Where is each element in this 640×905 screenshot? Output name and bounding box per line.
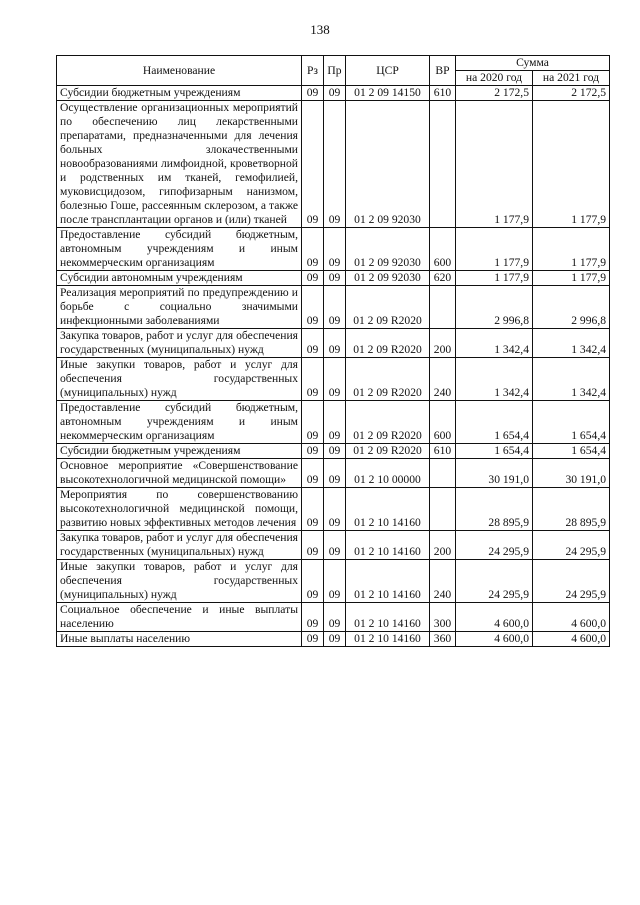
row-rz: 09 <box>302 401 324 444</box>
table-row <box>57 86 610 101</box>
row-pr: 09 <box>324 228 346 271</box>
row-sum-2021: 30 191,0 <box>533 459 610 488</box>
row-pr: 09 <box>324 531 346 560</box>
row-csr: 01 2 10 00000 <box>346 459 430 488</box>
row-sum-2021: 24 295,9 <box>533 560 610 603</box>
row-rz: 09 <box>302 101 324 228</box>
table-row <box>57 459 610 488</box>
row-pr: 09 <box>324 286 346 329</box>
table-row <box>57 488 610 531</box>
row-rz: 09 <box>302 560 324 603</box>
row-vr: 610 <box>430 444 456 459</box>
row-pr: 09 <box>324 401 346 444</box>
row-pr: 09 <box>324 358 346 401</box>
row-pr: 09 <box>324 459 346 488</box>
row-vr: 200 <box>430 531 456 560</box>
row-rz: 09 <box>302 444 324 459</box>
row-rz: 09 <box>302 488 324 531</box>
row-vr: 200 <box>430 329 456 358</box>
row-sum-2021: 1 177,9 <box>533 271 610 286</box>
row-rz: 09 <box>302 228 324 271</box>
row-sum-2021: 1 342,4 <box>533 358 610 401</box>
row-sum-2021: 1 654,4 <box>533 444 610 459</box>
row-vr: 600 <box>430 401 456 444</box>
table-row <box>57 101 610 228</box>
row-csr: 01 2 10 14160 <box>346 488 430 531</box>
row-rz: 09 <box>302 286 324 329</box>
row-vr <box>430 101 456 228</box>
row-csr: 01 2 10 14160 <box>346 603 430 632</box>
row-sum-2020: 4 600,0 <box>456 603 533 632</box>
row-sum-2021: 1 342,4 <box>533 329 610 358</box>
row-name: Закупка товаров, работ и услуг для обеспечения государственных (муниципальных) нужд <box>57 531 302 560</box>
row-csr: 01 2 09 14150 <box>346 86 430 101</box>
row-vr: 610 <box>430 86 456 101</box>
row-sum-2020: 1 654,4 <box>456 444 533 459</box>
row-sum-2020: 28 895,9 <box>456 488 533 531</box>
row-name: Социальное обеспечение и иные выплаты населению <box>57 603 302 632</box>
page-number: 138 <box>310 22 330 37</box>
table-body <box>57 86 610 647</box>
row-sum-2020: 1 342,4 <box>456 329 533 358</box>
row-name: Субсидии автономным учреждениям <box>57 271 302 286</box>
row-csr: 01 2 10 14160 <box>346 531 430 560</box>
row-name: Основное мероприятие «Совершенствование высокотехнологичной медицинской помощи» <box>57 459 302 488</box>
row-name: Закупка товаров, работ и услуг для обеспечения государственных (муниципальных) нужд <box>57 329 302 358</box>
row-sum-2020: 1 177,9 <box>456 228 533 271</box>
row-name: Субсидии бюджетным учреждениям <box>57 86 302 101</box>
row-csr: 01 2 10 14160 <box>346 560 430 603</box>
row-sum-2020: 2 172,5 <box>456 86 533 101</box>
row-name: Иные закупки товаров, работ и услуг для обеспечения государственных (муниципальных) нужд <box>57 358 302 401</box>
row-csr: 01 2 09 R2020 <box>346 286 430 329</box>
table-row <box>57 271 610 286</box>
row-sum-2021: 1 177,9 <box>533 228 610 271</box>
table-row <box>57 632 610 647</box>
row-vr: 240 <box>430 560 456 603</box>
header-rz: Рз <box>302 56 324 86</box>
row-vr: 300 <box>430 603 456 632</box>
row-csr: 01 2 09 R2020 <box>346 444 430 459</box>
table-row <box>57 329 610 358</box>
row-csr: 01 2 09 92030 <box>346 228 430 271</box>
row-pr: 09 <box>324 329 346 358</box>
header-csr: ЦСР <box>346 56 430 86</box>
budget-table <box>56 55 610 647</box>
header-year-2020: на 2020 год <box>456 71 533 86</box>
row-pr: 09 <box>324 271 346 286</box>
row-sum-2020: 24 295,9 <box>456 531 533 560</box>
row-sum-2021: 4 600,0 <box>533 632 610 647</box>
row-pr: 09 <box>324 603 346 632</box>
header-vr: ВР <box>430 56 456 86</box>
header-pr: Пр <box>324 56 346 86</box>
row-pr: 09 <box>324 632 346 647</box>
table-row <box>57 228 610 271</box>
header-name: Наименование <box>57 56 302 86</box>
row-rz: 09 <box>302 86 324 101</box>
row-rz: 09 <box>302 531 324 560</box>
row-sum-2020: 30 191,0 <box>456 459 533 488</box>
row-name: Предоставление субсидий бюджетным, автономным учреждениям и иным некоммерческим организациям <box>57 228 302 271</box>
row-name: Иные выплаты населению <box>57 632 302 647</box>
row-vr <box>430 286 456 329</box>
row-name: Мероприятия по совершенствованию высокотехнологичной медицинской помощи, развитию новых эффективных методов лечения <box>57 488 302 531</box>
row-rz: 09 <box>302 459 324 488</box>
row-sum-2021: 28 895,9 <box>533 488 610 531</box>
row-sum-2020: 1 654,4 <box>456 401 533 444</box>
table-header <box>57 56 610 86</box>
row-sum-2021: 24 295,9 <box>533 531 610 560</box>
row-pr: 09 <box>324 560 346 603</box>
row-sum-2020: 1 177,9 <box>456 271 533 286</box>
row-vr: 240 <box>430 358 456 401</box>
row-vr: 600 <box>430 228 456 271</box>
header-sum: Сумма <box>456 56 610 71</box>
table-row <box>57 444 610 459</box>
row-csr: 01 2 09 R2020 <box>346 329 430 358</box>
row-vr: 620 <box>430 271 456 286</box>
table-row <box>57 560 610 603</box>
row-name: Реализация мероприятий по предупреждению и борьбе с социально значимыми инфекционными заболеваниями <box>57 286 302 329</box>
row-rz: 09 <box>302 271 324 286</box>
row-sum-2020: 1 177,9 <box>456 101 533 228</box>
row-sum-2021: 2 996,8 <box>533 286 610 329</box>
row-sum-2020: 4 600,0 <box>456 632 533 647</box>
row-rz: 09 <box>302 632 324 647</box>
header-year-2021: на 2021 год <box>533 71 610 86</box>
row-rz: 09 <box>302 329 324 358</box>
row-vr <box>430 488 456 531</box>
row-pr: 09 <box>324 101 346 228</box>
row-sum-2021: 2 172,5 <box>533 86 610 101</box>
row-pr: 09 <box>324 86 346 101</box>
row-name: Субсидии бюджетным учреждениям <box>57 444 302 459</box>
row-sum-2021: 1 654,4 <box>533 401 610 444</box>
row-pr: 09 <box>324 488 346 531</box>
row-pr: 09 <box>324 444 346 459</box>
table-row <box>57 531 610 560</box>
row-name: Предоставление субсидий бюджетным, автономным учреждениям и иным некоммерческим организациям <box>57 401 302 444</box>
row-csr: 01 2 10 14160 <box>346 632 430 647</box>
row-csr: 01 2 09 R2020 <box>346 358 430 401</box>
row-csr: 01 2 09 92030 <box>346 101 430 228</box>
table-row <box>57 401 610 444</box>
row-rz: 09 <box>302 358 324 401</box>
row-vr <box>430 459 456 488</box>
row-name: Иные закупки товаров, работ и услуг для обеспечения государственных (муниципальных) нужд <box>57 560 302 603</box>
table-row <box>57 603 610 632</box>
row-csr: 01 2 09 R2020 <box>346 401 430 444</box>
table-row <box>57 286 610 329</box>
row-sum-2020: 2 996,8 <box>456 286 533 329</box>
row-csr: 01 2 09 92030 <box>346 271 430 286</box>
row-sum-2021: 1 177,9 <box>533 101 610 228</box>
row-name: Осуществление организационных мероприятий по обеспечению лиц лекарственными препаратами, предназначенными для лечения больных злокачественными новообразованиями лимфоидной, кроветворной и родственных им тканей, гемофилией, муковисцидозом, гипофизарным нанизмом, болезнью Гоше, рассеянным склерозом, а также после трансплантации органов и (или) тканей <box>57 101 302 228</box>
table-row <box>57 358 610 401</box>
row-sum-2020: 24 295,9 <box>456 560 533 603</box>
row-rz: 09 <box>302 603 324 632</box>
row-sum-2021: 4 600,0 <box>533 603 610 632</box>
row-vr: 360 <box>430 632 456 647</box>
row-sum-2020: 1 342,4 <box>456 358 533 401</box>
